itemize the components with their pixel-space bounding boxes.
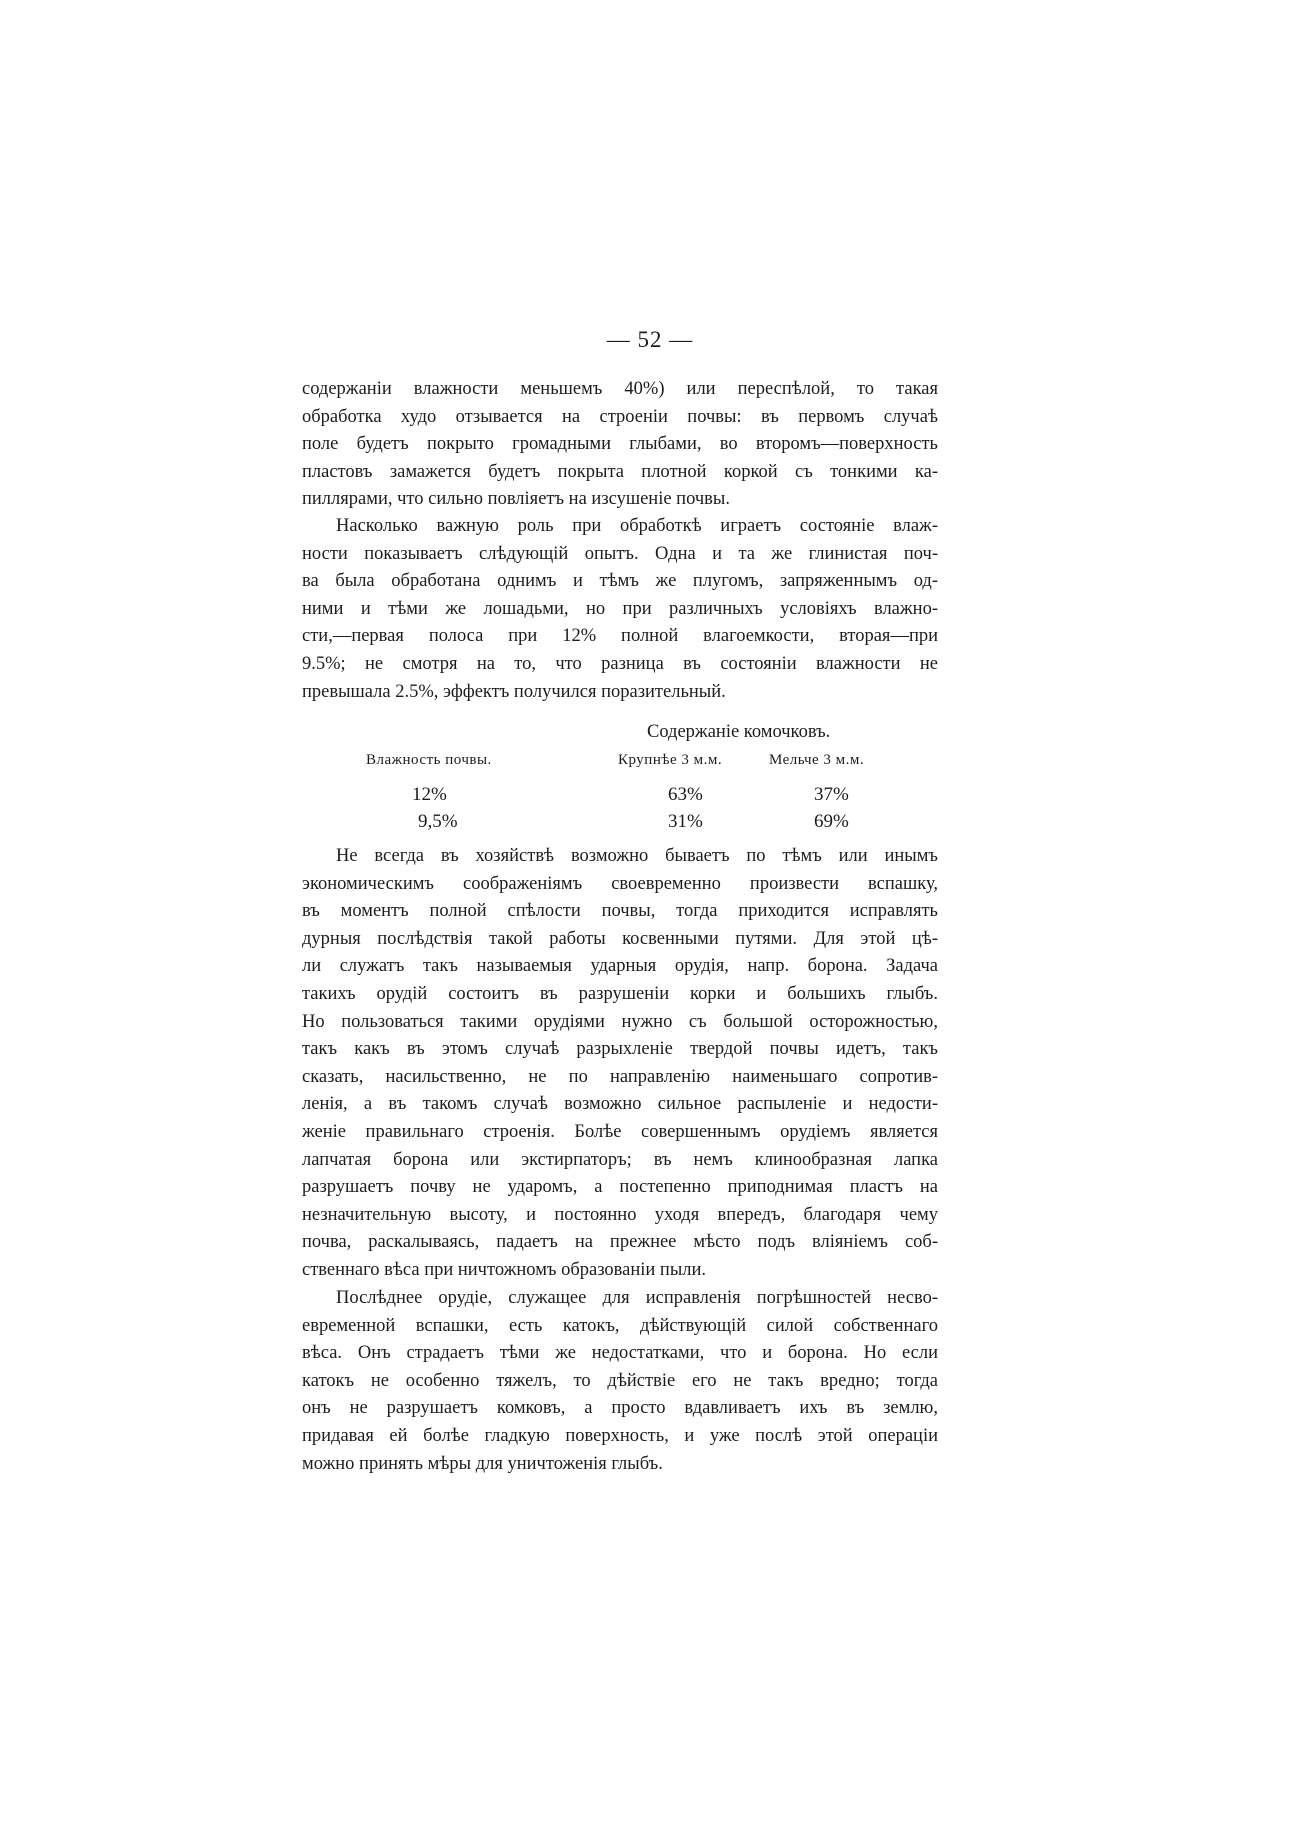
paragraph-line: поле будетъ покрыто громадными глыбами, во второмъ—поверхность (302, 434, 938, 455)
paragraph-line: пиллярами, что сильно повлiяетъ на изсушенiе почвы. (302, 489, 730, 510)
paragraph-line: Но пользоваться такими орудiями нужно съ большой осторожностью, (302, 1011, 938, 1032)
paragraph-line: женiе правильнаго строенiя. Болѣе совершеннымъ орудiемъ является (302, 1121, 938, 1142)
paragraph-line: незначительную высоту, и постоянно уходя впередъ, благодаря чему (302, 1204, 938, 1225)
paragraph-4 (302, 1285, 938, 1478)
paragraph-line: Послѣднее орудiе, служащее для исправленiя погрѣшностей несво- (336, 1288, 938, 1308)
paragraph-line: онъ не разрушаетъ комковъ, а просто вдавливаетъ ихъ въ землю, (302, 1398, 938, 1419)
table-cell: 9,5% (418, 811, 458, 832)
paragraph-line: сказать, насильственно, не по направленiю наименьшаго сопротив- (302, 1066, 938, 1087)
paragraph-line: экономическимъ соображенiямъ своевременно произвести вспашку, (302, 873, 938, 894)
table-header-fine: Мельче 3 м.м. (769, 752, 865, 768)
paragraph-line: содержанiи влажности меньшемъ 40%) или переспѣлой, то такая (302, 379, 938, 399)
paragraph-line: Насколько важную роль при обработкѣ играетъ состоянiе влаж- (336, 516, 938, 536)
paragraph-line: ли служатъ такъ называемыя ударныя орудiя, напр. борона. Задача (302, 956, 938, 977)
paragraph-line: разрушаетъ почву не ударомъ, а постепенно приподнимая пластъ на (302, 1177, 938, 1198)
paragraph-line: дурныя послѣдствiя такой работы косвенными путями. Для этой цѣ- (302, 928, 938, 949)
paragraph-line: почва, раскалываясь, падаетъ на прежнее мѣсто подъ влiянiемъ соб- (302, 1232, 938, 1253)
paragraph-line: ва была обработана однимъ и тѣмъ же плугомъ, запряженнымъ од- (302, 571, 938, 592)
paragraph-line: придавая ей болѣе гладкую поверхность, и уже послѣ этой операцiи (302, 1425, 938, 1446)
table-cell: 31% (668, 811, 703, 832)
paragraph-line: ности показываетъ слѣдующiй опытъ. Одна и та же глинистая поч- (302, 543, 938, 564)
table-cell: 37% (814, 784, 849, 805)
paragraph-3 (302, 843, 938, 1285)
paragraph-line: сти,—первая полоса при 12% полной влагоемкости, вторая—при (302, 626, 938, 647)
table-cell: 63% (668, 784, 703, 805)
paragraph-line: вѣса. Онъ страдаетъ тѣми же недостатками, что и борона. Но если (302, 1343, 938, 1364)
paragraph-1 (302, 376, 938, 514)
page-number: — 52 — (606, 327, 694, 352)
paragraph-line: такихъ орудiй состоитъ въ разрушенiи корки и большихъ глыбъ. (302, 983, 938, 1004)
paragraph-line: превышала 2.5%, эффектъ получился поразительный. (302, 681, 726, 702)
paragraph-line: пластовъ замажется будетъ покрыта плотной коркой съ тонкими ка- (302, 461, 938, 482)
paragraph-line: ственнаго вѣса при ничтожномъ образованiи пыли. (302, 1259, 707, 1280)
paragraph-line: обработка худо отзывается на строенiи почвы: въ первомъ случаѣ (302, 406, 938, 427)
paragraph-line: такъ какъ въ этомъ случаѣ разрыхленiе твердой почвы идетъ, такъ (302, 1039, 938, 1060)
paragraph-line: въ моментъ полной спѣлости почвы, тогда приходится исправлять (302, 901, 938, 922)
paragraph-line: ними и тѣми же лошадьми, но при различныхъ условiяхъ влажно- (302, 598, 938, 619)
table-header-humidity: Влажность почвы. (366, 752, 492, 768)
table-caption: Содержанiе комочковъ. (647, 722, 831, 742)
table-header-coarse: Крупнѣе 3 м.м. (618, 752, 723, 768)
paragraph-line: можно принять мѣры для уничтоженiя глыбъ. (302, 1453, 663, 1474)
paragraph-line: 9.5%; не смотря на то, что разница въ состоянiи влажности не (302, 653, 938, 674)
paragraph-line: катокъ не особенно тяжелъ, то дѣйствiе его не такъ вредно; тогда (302, 1370, 938, 1391)
table-cell: 12% (412, 784, 447, 805)
paragraph-line: лапчатая борона или экстирпаторъ; въ немъ клинообразная лапка (302, 1149, 938, 1170)
paragraph-line: ленiя, а въ такомъ случаѣ возможно сильное распыленiе и недости- (302, 1094, 938, 1115)
table-cell: 69% (814, 811, 849, 832)
paragraph-2 (302, 513, 938, 706)
paragraph-line: евременной вспашки, есть катокъ, дѣйствующiй силой собственнаго (302, 1315, 938, 1336)
paragraph-line: Не всегда въ хозяйствѣ возможно бываетъ по тѣмъ или инымъ (336, 846, 938, 866)
